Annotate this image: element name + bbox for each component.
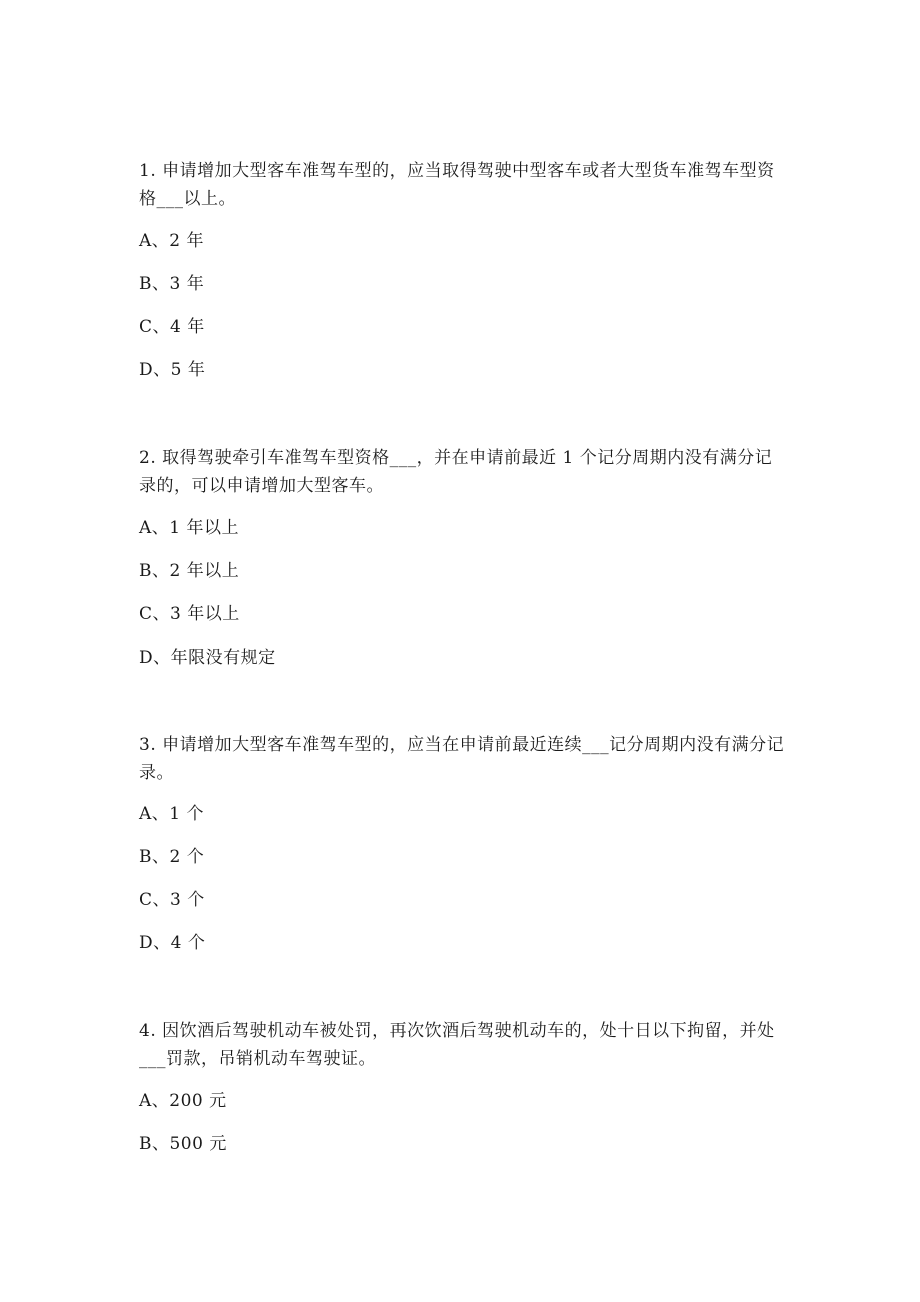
- question-3-option-b: B、2 个: [139, 847, 205, 867]
- question-2-stem: 2. 取得驾驶牵引车准驾车型资格___，并在申请前最近 1 个记分周期内没有满分记录的，可以申请增加大型客车。: [139, 448, 773, 496]
- question-1-stem: 1. 申请增加大型客车准驾车型的，应当取得驾驶中型客车或者大型货车准驾车型资格___以上。: [139, 161, 775, 209]
- question-3-option-c: C、3 个: [139, 890, 205, 910]
- question-3-stem: 3. 申请增加大型客车准驾车型的，应当在申请前最近连续___记分周期内没有满分记录。: [139, 735, 785, 783]
- question-1-option-b: B、3 年: [139, 274, 205, 294]
- question-2-option-d: D、年限没有规定: [139, 648, 276, 668]
- question-3-option-d: D、4 个: [139, 933, 206, 953]
- question-1-option-d: D、5 年: [139, 360, 206, 380]
- question-3-option-a: A、1 个: [139, 804, 204, 824]
- question-1-option-c: C、4 年: [139, 317, 205, 337]
- question-1-option-a: A、2 年: [139, 231, 204, 251]
- question-2-option-a: A、1 年以上: [139, 518, 239, 538]
- question-2-option-b: B、2 年以上: [139, 561, 240, 581]
- question-2-option-c: C、3 年以上: [139, 604, 240, 624]
- question-4-stem: 4. 因饮酒后驾驶机动车被处罚，再次饮酒后驾驶机动车的，处十日以下拘留，并处___罚款，吊销机动车驾驶证。: [139, 1021, 775, 1069]
- question-4-option-a: A、200 元: [139, 1091, 227, 1111]
- question-4-option-b: B、500 元: [139, 1134, 227, 1154]
